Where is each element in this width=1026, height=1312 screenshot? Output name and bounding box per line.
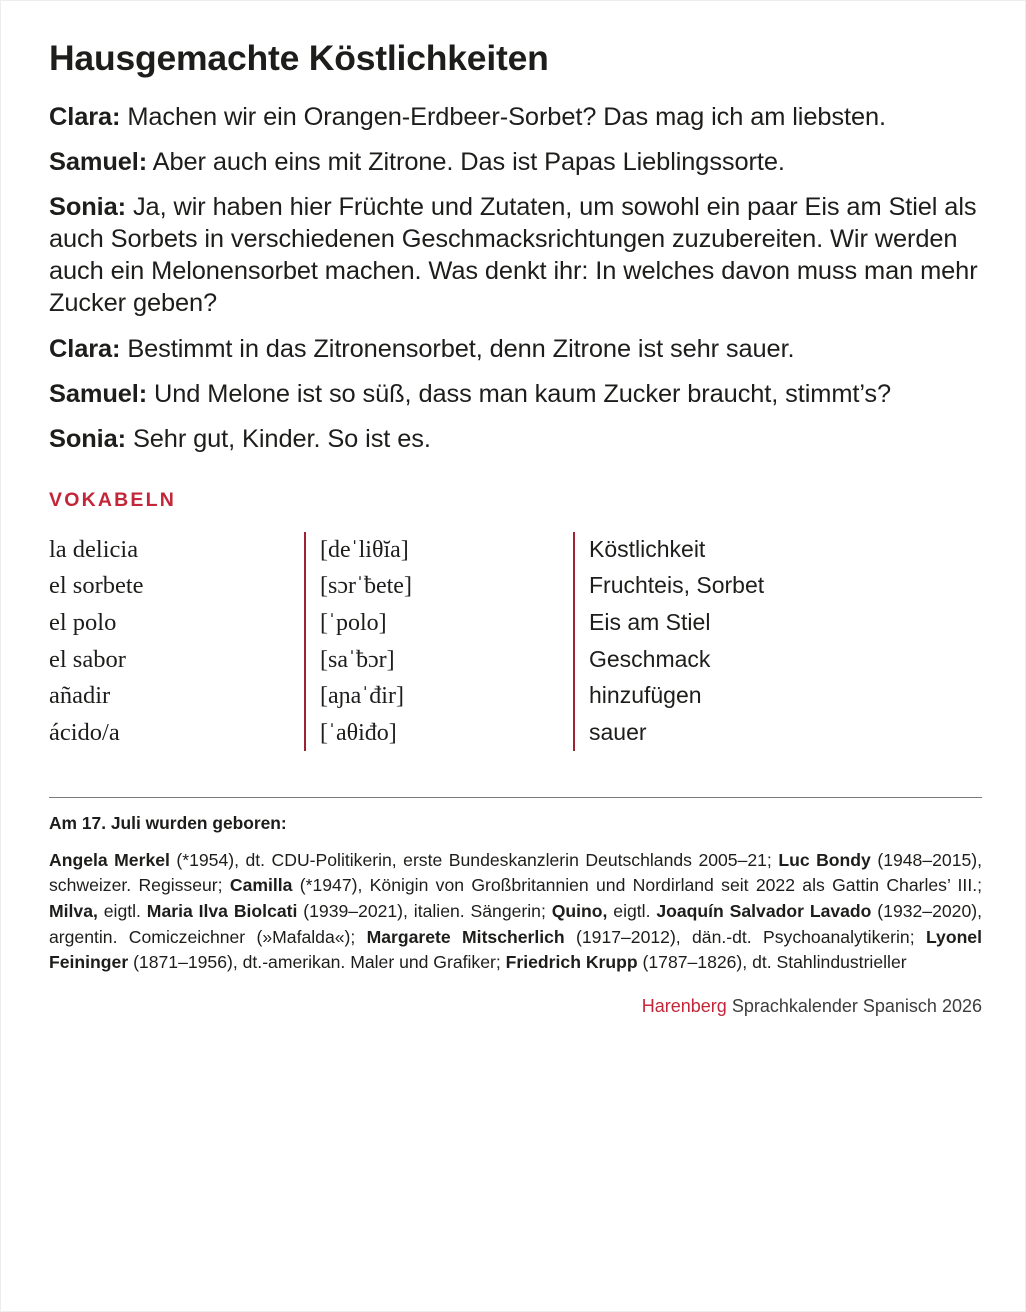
birthday-person-detail: eigtl. bbox=[607, 900, 657, 921]
vocabulary-german: Fruchteis, Sorbet bbox=[574, 568, 982, 605]
dialogue-speaker: Clara: bbox=[49, 102, 121, 131]
birthday-person-name: Friedrich Krupp bbox=[505, 952, 638, 973]
dialogue-text: Sehr gut, Kinder. So ist es. bbox=[126, 424, 431, 453]
birthday-person-name: Milva, bbox=[49, 900, 98, 921]
birthday-person-name: Angela Merkel bbox=[49, 849, 170, 870]
vocabulary-spanish: ácido/a bbox=[49, 718, 120, 746]
dialogue-speaker: Samuel: bbox=[49, 147, 148, 176]
vocabulary-spanish: la delicia bbox=[49, 535, 139, 563]
vocabulary-table bbox=[49, 532, 982, 751]
page-title: Hausgemachte Köstlichkeiten bbox=[49, 38, 549, 78]
section-divider bbox=[49, 797, 982, 798]
dialogue-section bbox=[49, 101, 982, 455]
dialogue-line bbox=[49, 101, 982, 133]
dialogue-speaker: Sonia: bbox=[49, 424, 126, 453]
vocabulary-german: sauer bbox=[574, 715, 982, 752]
birthday-person-name: Luc Bondy bbox=[778, 849, 871, 870]
vocabulary-row bbox=[49, 642, 982, 679]
vocabulary-german: hinzufügen bbox=[574, 678, 982, 715]
birthday-person-name: Margarete Mitscherlich bbox=[366, 926, 565, 947]
dialogue-line bbox=[49, 333, 982, 365]
birthday-person-detail: (*1947), Königin von Großbritannien und Nordirland seit 2022 als Gattin Charles’ III.; bbox=[292, 875, 982, 896]
dialogue-text: Machen wir ein Orangen-Erdbeer-Sorbet? Das mag ich am liebsten. bbox=[120, 102, 886, 131]
birthdays-title: Am 17. Juli wurden geboren: bbox=[49, 813, 287, 834]
vocabulary-pronunciation: [sɔrˈƀete] bbox=[305, 568, 574, 605]
birthday-person-detail: (*1954), dt. CDU-Politikerin, erste Bundeskanzlerin Deutschlands 2005–21; bbox=[169, 849, 779, 870]
vocabulary-row bbox=[49, 678, 982, 715]
publisher-brand: Harenberg bbox=[641, 995, 727, 1016]
birthday-person-detail: (1871–1956), dt.-amerikan. Maler und Grafiker; bbox=[128, 952, 506, 973]
dialogue-text: Bestimmt in das Zitronensorbet, denn Zitrone ist sehr sauer. bbox=[120, 334, 795, 363]
birthday-person-name: Camilla bbox=[229, 875, 293, 896]
vocabulary-spanish: añadir bbox=[49, 682, 111, 710]
footer bbox=[49, 996, 982, 1018]
dialogue-speaker: Samuel: bbox=[49, 379, 148, 408]
birthday-person-name: Quino, bbox=[551, 900, 608, 921]
publication-title: Sprachkalender Spanisch 2026 bbox=[726, 995, 982, 1016]
vocabulary-pronunciation: [aɲaˈđir] bbox=[305, 678, 574, 715]
vocabulary-german: Köstlichkeit bbox=[574, 532, 982, 569]
birthday-person-detail: eigtl. bbox=[97, 900, 147, 921]
dialogue-speaker: Clara: bbox=[49, 334, 121, 363]
vocabulary-row bbox=[49, 568, 982, 605]
vocabulary-pronunciation: [ˈpolo] bbox=[305, 605, 574, 642]
birthday-person-detail: (1932–2020), argentin. Comiczeichner (»Mafalda«); bbox=[49, 900, 982, 947]
dialogue-text: Aber auch eins mit Zitrone. Das ist Papas Lieblingssorte. bbox=[147, 147, 785, 176]
vocabulary-spanish: el polo bbox=[49, 608, 117, 636]
birthday-person-detail: (1939–2021), italien. Sängerin; bbox=[297, 900, 552, 921]
birthday-person-name: Maria Ilva Biolcati bbox=[146, 900, 298, 921]
birthday-person-detail: (1917–2012), dän.-dt. Psychoanalytikerin; bbox=[564, 926, 926, 947]
birthday-person-name: Lyonel Feininger bbox=[49, 926, 982, 973]
dialogue-line bbox=[49, 423, 982, 455]
vocabulary-pronunciation: [ˈaθiđo] bbox=[305, 715, 574, 752]
dialogue-text: Ja, wir haben hier Früchte und Zutaten, um sowohl ein paar Eis am Stiel als auch Sorbets in verschiedenen Geschmacksrichtungen zuzubereiten. Wir werden auch ein Melonensorbet machen. Was denkt ihr: In welches davon muss man mehr Zucker geben? bbox=[49, 193, 978, 318]
dialogue-text: Und Melone ist so süß, dass man kaum Zucker braucht, stimmt’s? bbox=[147, 379, 892, 408]
birthdays-list bbox=[49, 848, 982, 976]
vocabulary-spanish: el sabor bbox=[49, 645, 126, 673]
vocabulary-row bbox=[49, 532, 982, 569]
birthday-person-detail: (1787–1826), dt. Stahlindustrieller bbox=[637, 952, 907, 973]
vocabulary-spanish: el sorbete bbox=[49, 572, 144, 600]
birthday-person-name: Joaquín Salvador Lavado bbox=[656, 900, 872, 921]
vocabulary-row bbox=[49, 605, 982, 642]
dialogue-line bbox=[49, 191, 982, 320]
vocabulary-row bbox=[49, 715, 982, 752]
vocabulary-german: Geschmack bbox=[574, 642, 982, 679]
dialogue-line bbox=[49, 378, 982, 410]
vocabulary-german: Eis am Stiel bbox=[574, 605, 982, 642]
vocabulary-heading: VOKABELN bbox=[49, 488, 177, 511]
vocabulary-pronunciation: [deˈliθĭa] bbox=[305, 532, 574, 569]
birthdays-section bbox=[49, 797, 982, 976]
birthday-person-detail: (1948–2015), schweizer. Regisseur; bbox=[49, 849, 983, 896]
vocabulary-pronunciation: [saˈƀɔr] bbox=[305, 642, 574, 679]
dialogue-speaker: Sonia: bbox=[49, 193, 126, 221]
dialogue-line bbox=[49, 146, 982, 178]
page-content bbox=[49, 39, 982, 1017]
